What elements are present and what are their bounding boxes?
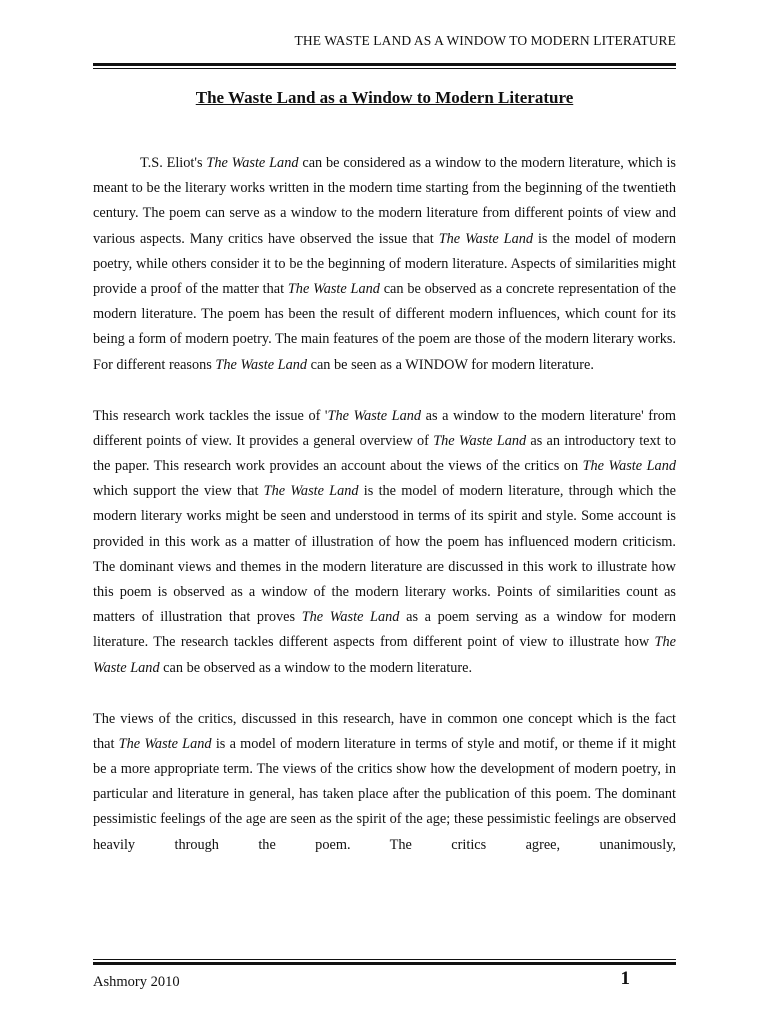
text-run: is the model of modern poetry, while others consider it to be the beginning of modern literature. Aspects of similarities might provide a proof of the matter that bbox=[93, 230, 676, 298]
paragraph-2 bbox=[93, 404, 676, 681]
text-run: can be considered as a window to the modern literature, which is meant to be the literary works written in the modern time starting from the beginning of the twentieth century. The poem can serve as a window to the modern literature from different points of view and various aspects. Many critics have observed the issue that bbox=[93, 155, 676, 247]
paragraph-1 bbox=[93, 151, 676, 378]
text-run: can be observed as a window to the modern literature. bbox=[159, 659, 473, 676]
header-rule-thin bbox=[93, 68, 676, 69]
text-run: is the model of modern literature, through which the modern literary works might be seen and understood in terms of its spirit and style. Some account is provided in this work as a matter of illustration of how the poem has influenced modern criticism. The dominant views and themes in the modern literature are discussed in this work to illustrate how this poem is observed as a window of the modern literary works. Points of similarities count as matters of illustration that proves bbox=[93, 483, 676, 626]
footer-author-year: Ashmory 2010 bbox=[93, 974, 180, 990]
body-text bbox=[93, 151, 676, 858]
text-run: T.S. Eliot's bbox=[140, 155, 207, 171]
running-header: THE WASTE LAND AS A WINDOW TO MODERN LITERATURE bbox=[294, 33, 676, 48]
italic-title-run: The Waste Land bbox=[263, 483, 359, 500]
page-title: The Waste Land as a Window to Modern Literature bbox=[195, 88, 574, 107]
footer-rule-thick bbox=[93, 962, 676, 965]
italic-title-run: The Waste Land bbox=[438, 230, 534, 247]
text-run: as a poem serving as a window for modern literature. The research tackles different aspects from different point of view to illustrate how bbox=[93, 609, 676, 651]
italic-title-run: The Waste Land bbox=[301, 609, 400, 626]
text-run: The views of the critics, discussed in this research, have in common one concept which is the fact that bbox=[93, 710, 676, 752]
italic-title-run: The Waste Land bbox=[582, 458, 676, 475]
text-run: which support the view that bbox=[93, 483, 264, 500]
italic-title-run: The Waste Land bbox=[215, 356, 308, 373]
text-run: as a window to the modern literature' from different points of view. It provides a general overview of bbox=[93, 407, 677, 449]
paragraph-3 bbox=[93, 707, 676, 858]
text-run: This research work tackles the issue of ' bbox=[93, 407, 328, 424]
text-run: as an introductory text to the paper. This research work provides an account about the views of the critics on bbox=[93, 432, 677, 475]
italic-title-run: The Waste Land bbox=[93, 634, 676, 676]
italic-title-run: The Waste Land bbox=[327, 407, 422, 424]
header-rule-thick bbox=[93, 63, 676, 66]
italic-title-run: The Waste Land bbox=[206, 155, 299, 171]
italic-title-run: The Waste Land bbox=[433, 432, 527, 449]
text-run: can be seen as a WINDOW for modern literature. bbox=[307, 356, 594, 373]
text-run: can be observed as a concrete representation of the modern literature. The poem has been the result of different modern influences, which count for its being a form of modern poetry. The main features of the poem are those of the modern literary works. For different reasons bbox=[93, 281, 677, 373]
text-run: is a model of modern literature in terms of style and motif, or theme if it might be a more appropriate term. The views of the critics show how the development of modern poetry, in particular and literature in general, has taken place after the publication of this poem. The dominant pessimistic feelings of the age are seen as the spirit of the age; these pessimistic feelings are observed heavily through the poem. The critics agree, unanimously, bbox=[93, 735, 677, 853]
italic-title-run: The Waste Land bbox=[118, 735, 212, 752]
footer-rule-thin bbox=[93, 959, 676, 960]
italic-title-run: The Waste Land bbox=[287, 281, 380, 298]
page-number: 1 bbox=[620, 968, 630, 989]
